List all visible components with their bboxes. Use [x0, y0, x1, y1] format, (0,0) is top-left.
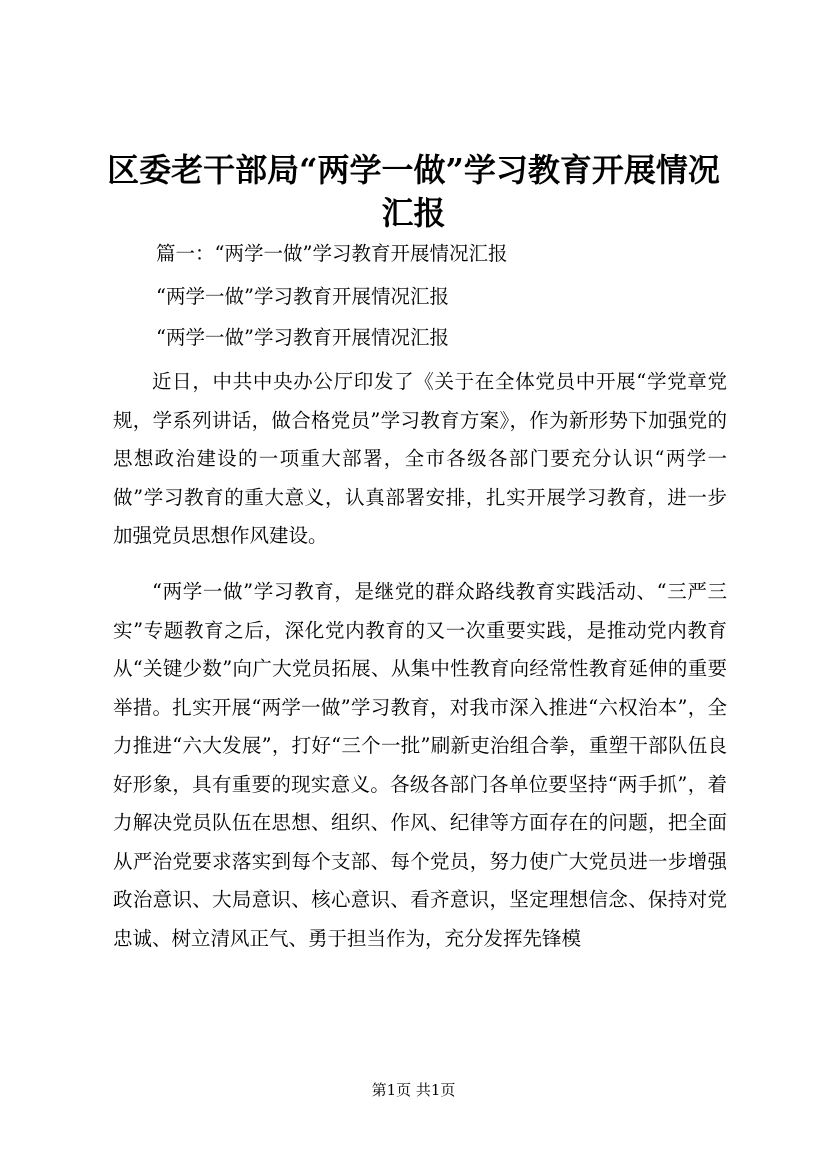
report-heading-repeat: “两学一做”学习教育开展情况汇报 [156, 326, 449, 349]
section-heading: 篇一：“两学一做”学习教育开展情况汇报 [156, 242, 508, 265]
page-number-footer: 第1页 共1页 [371, 1081, 456, 1099]
body-paragraph-2: “两学一做”学习教育，是继党的群众路线教育实践活动、“三严三实”专题教育之后，深化党内教育的又一次重要实践，是推动党内教育从“关键少数”向广大党员拓展、从集中性教育向经常性教育延伸的重要举措。扎实开展“两学一做”学习教育，对我市深入推进“六权治本”，全力推进“六大发展”，打好“三个一批”刷新吏治组合拳，重塑干部队伍良好形象，具有重要的现实意义。各级各部门各单位要坚持“两手抓”，着力解决党员队伍在思想、组织、作风、纪律等方面存在的问题，把全面从严治党要求落实到每个支部、每个党员，努力使广大党员进一步增强政治意识、大局意识、核心意识、看齐意识，坚定理想信念、保持对党忠诚、树立清风正气、勇于担当作为，充分发挥先锋模 [113, 580, 727, 950]
report-heading: “两学一做”学习教育开展情况汇报 [156, 285, 449, 308]
document-title-line-2: 汇报 [381, 194, 446, 232]
body-paragraph-1: 近日，中共中央办公厅印发了《关于在全体党员中开展“学党章党规，学系列讲话，做合格党员”学习教育方案》，作为新形势下加强党的思想政治建设的一项重大部署，全市各级各部门要充分认识“两学一做”学习教育的重大意义，认真部署安排，扎实开展学习教育，进一步加强党员思想作风建设。 [113, 370, 727, 547]
document-title-line-1: 区委老干部局“两学一做”学习教育开展情况 [107, 151, 720, 189]
